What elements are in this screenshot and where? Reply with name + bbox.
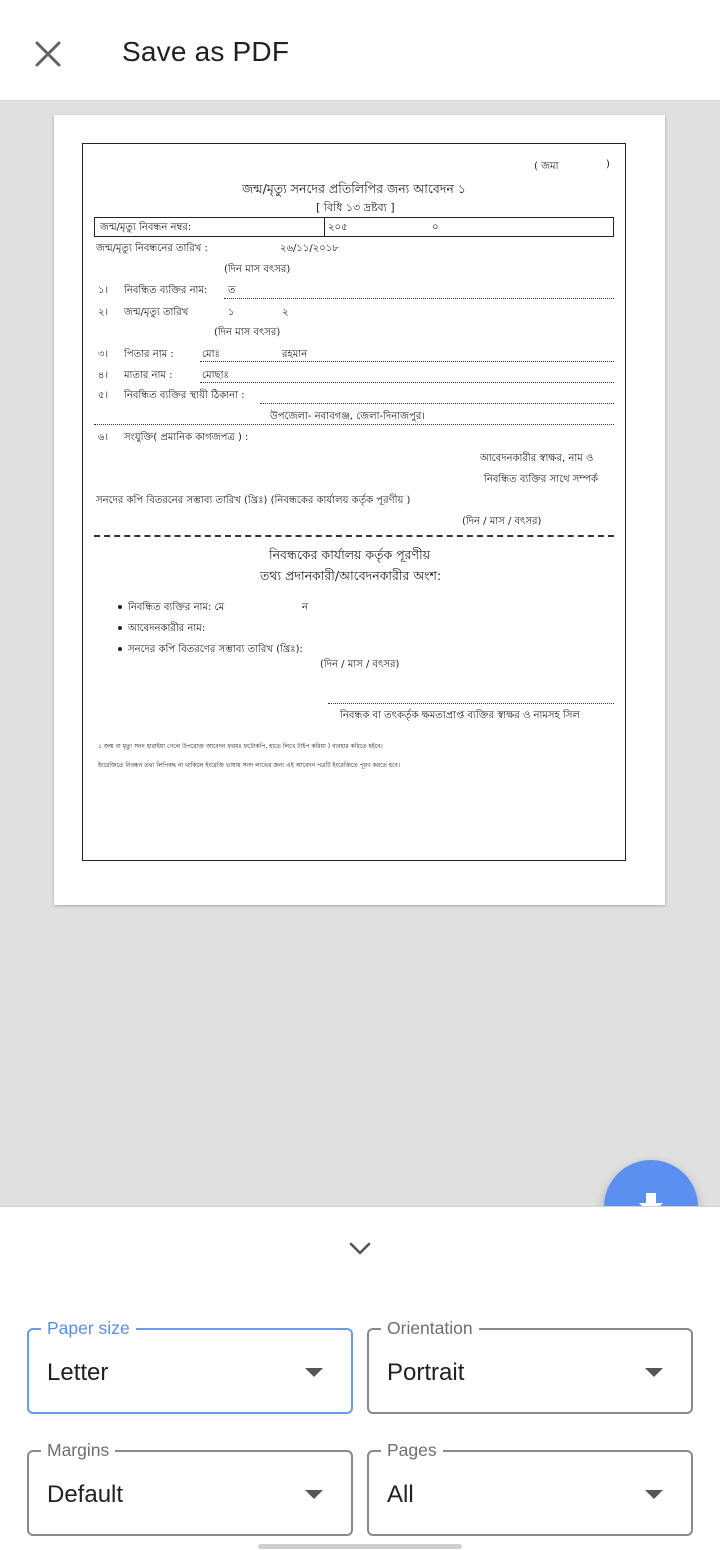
item-5-number: ৫। [98, 390, 109, 401]
applicant-signature-line-1: আবেদনকারীর স্বাক্ষর, নাম ও [480, 453, 594, 464]
item-1-value: ত [228, 285, 236, 296]
section-divider [94, 535, 614, 537]
date-format-hint-4: (দিন / মাস / বৎসর) [320, 659, 400, 670]
corner-note-close: ) [606, 159, 610, 170]
pages-select[interactable] [367, 1440, 693, 1536]
footnote-1: ১ জন্ম বা মৃত্যু সনদ হারাইয়া গেলে উপরোক্ত আবেদন ফরমঃ ফটোকপি, হাতে লিখে টাইপ করিয়া ) ব্যবহার করিতে হইবে। [98, 743, 383, 750]
dropdown-arrow-icon [305, 1490, 323, 1499]
dropdown-arrow-icon [645, 1368, 663, 1377]
item-3-number: ৩। [98, 349, 109, 360]
orientation-label: Orientation [381, 1317, 479, 1339]
print-options-sheet [0, 1206, 720, 1550]
date-format-hint-3: (দিন / মাস / বৎসর) [462, 516, 542, 527]
reg-number-label: জন্ম/মৃত্যু নিবন্ধন নম্বর: [100, 222, 192, 233]
margins-value: Default [47, 1481, 124, 1508]
orientation-select[interactable] [367, 1318, 693, 1414]
item-2-value-start: ১ [228, 307, 235, 318]
pages-value: All [387, 1481, 414, 1508]
item-5-label: নিবন্ধিত ব্যক্তির স্থায়ী ঠিকানা : [124, 390, 245, 401]
registrar-signature-label: নিবন্ধক বা তৎকর্তৃক ক্ষমতাপ্রাপ্ত ব্যক্তির স্বাক্ষর ও নামসহ সিল [340, 710, 580, 721]
date-format-hint: (দিন মাস বৎসর) [224, 264, 291, 275]
date-format-hint-2: (দিন মাস বৎসর) [214, 327, 281, 338]
dropdown-arrow-icon [305, 1368, 323, 1377]
item-2-value-end: ২ [282, 307, 289, 318]
document-subtitle: [ বিধি ১৩ দ্রষ্টব্য ] [316, 201, 395, 214]
applicant-signature-line-2: নিবন্ধিত ব্যক্তির সাথে সম্পর্ক [484, 474, 598, 485]
reg-number-value-end: ০ [432, 222, 439, 233]
print-preview-area[interactable] [0, 101, 720, 1206]
item-1-label: নিবন্ধিত ব্যক্তির নাম: [124, 285, 208, 296]
item-4-number: ৪। [98, 370, 109, 381]
app-header [0, 0, 720, 101]
preview-page[interactable] [54, 115, 665, 905]
reg-date-label: জন্ম/মৃত্যু নিবন্ধনের তারিখ : [96, 243, 208, 254]
paper-size-label: Paper size [41, 1317, 136, 1339]
address-value: উপজেলা- নবাবগঞ্জ, জেলা-দিনাজপুর। [270, 411, 425, 422]
footnote-2: ইংরেজিতে নিবন্ধন তথ্য লিপিবদ্ধ না থাকিলে ইংরেজি ভাষায় সনদ লাভের জন্য এই আবেদন পত্রটি ইংরেজিতে পূরণ করতে হবে। [98, 762, 400, 769]
item-2-label: জন্ম/মৃত্যু তারিখ [124, 307, 189, 318]
chevron-down-icon [348, 1241, 372, 1257]
bullet-delivery-date: সনদের কপি বিতরণের সম্ভাব্য তারিখ (খ্রিঃ): [128, 644, 303, 655]
item-4-label: মাতার নাম : [124, 370, 173, 381]
item-6-number: ৬। [98, 432, 109, 443]
delivery-date-label: সনদের কপি বিতরনের সম্ভাব্য তারিখ (খ্রিঃ) (নিবন্ধকের কার্যালয় কর্তৃক পূরণীয় ) [96, 495, 411, 506]
reg-date-value: ২৬/১১/২০১৮ [280, 243, 339, 254]
item-6-label: সংযুক্তি( প্রমানিক কাগজপত্র ) : [124, 432, 249, 443]
item-3-label: পিতার নাম : [124, 349, 174, 360]
orientation-value: Portrait [387, 1359, 465, 1386]
item-4-value: মোছাঃ [202, 370, 229, 381]
paper-size-select[interactable] [27, 1318, 353, 1414]
pages-label: Pages [381, 1439, 443, 1461]
bullet-applicant-name: আবেদনকারীর নাম: [128, 623, 206, 634]
corner-note: ( জমা [534, 161, 559, 172]
reg-number-value-start: ২০৫ [328, 222, 348, 233]
bullet-registered-name-end: ন [302, 602, 308, 613]
close-button[interactable] [22, 28, 74, 80]
bullet-registered-name: নিবন্ধিত ব্যক্তির নাম: মে [128, 602, 225, 613]
paper-size-value: Letter [47, 1359, 109, 1386]
item-1-number: ১। [98, 285, 109, 296]
margins-select[interactable] [27, 1440, 353, 1536]
close-icon [34, 40, 62, 68]
page-title: Save as PDF [122, 36, 290, 67]
collapse-sheet-button[interactable] [340, 1233, 380, 1265]
home-indicator[interactable] [258, 1544, 462, 1549]
dropdown-arrow-icon [645, 1490, 663, 1499]
margins-label: Margins [41, 1439, 115, 1461]
item-2-number: ২। [98, 307, 109, 318]
office-heading: নিবন্ধকের কার্যালয় কর্তৃক পূরণীয় [269, 547, 431, 562]
document-title: জন্ম/মৃত্যু সনদের প্রতিলিপির জন্য আবেদন ১ [242, 181, 466, 196]
item-3-value-end: রহমান [282, 349, 308, 360]
office-subheading: তথ্য প্রদানকারী/আবেদনকারীর অংশ: [260, 568, 442, 583]
item-3-value: মোঃ [202, 349, 220, 360]
